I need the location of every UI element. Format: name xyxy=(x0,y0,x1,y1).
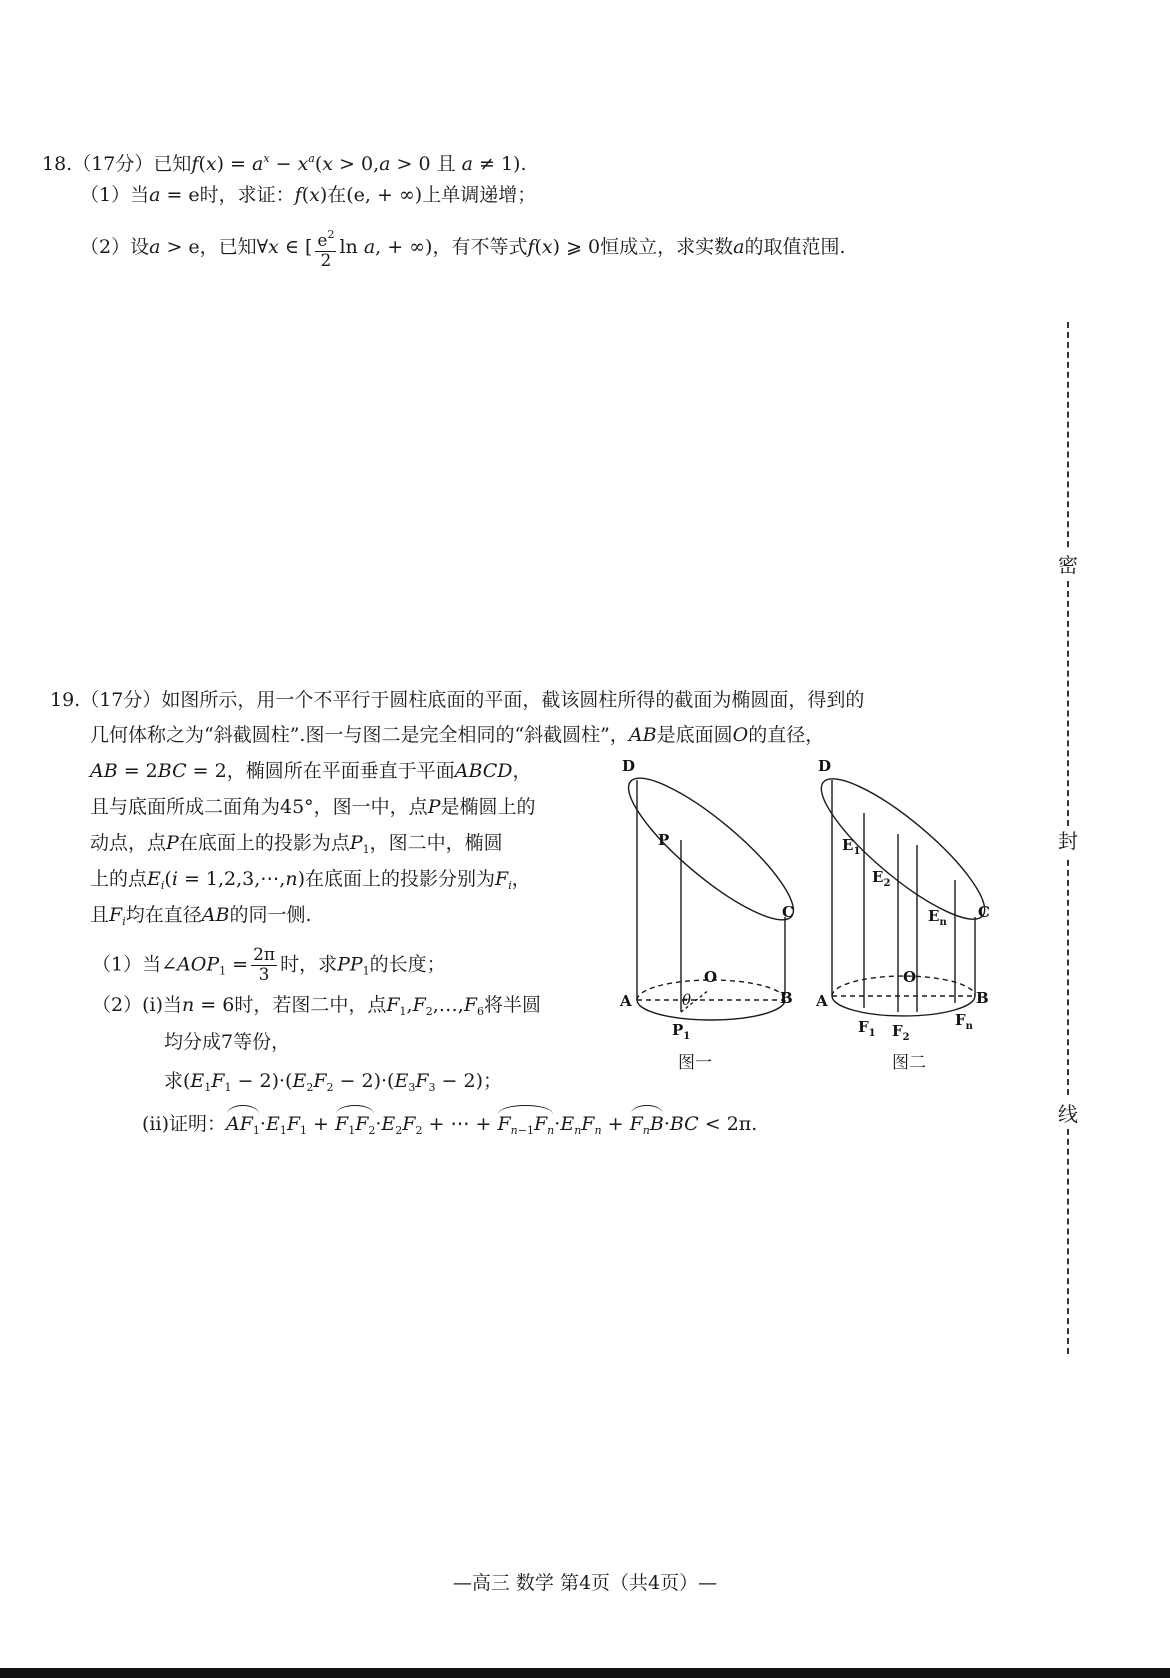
q19-line6: 上的点$E_i(i$ = 1,2,3,⋯,n)在底面上的投影分别为$F_i$， xyxy=(90,868,531,892)
fig2-label-a: A xyxy=(816,992,828,1010)
fig2-label-en-sub: n xyxy=(939,917,947,928)
fig1-caption: 图一 xyxy=(678,1053,712,1073)
q19-line4: 且与底面所成二面角为45°，图一中，点P是椭圆上的 xyxy=(90,796,536,818)
seal-char-feng: 封 xyxy=(1046,826,1090,856)
fig2-label-d: D xyxy=(818,757,832,775)
fig2-label-e1 xyxy=(842,836,860,857)
q19-score: （17分） xyxy=(80,689,162,711)
seal-char-xian: 线 xyxy=(1046,1099,1090,1129)
fig1-label-a: A xyxy=(620,992,632,1010)
fig1-label-o: O xyxy=(704,968,718,986)
fraction: $\frac{2\pi}{3}$ xyxy=(253,945,276,985)
fig1-label-b: B xyxy=(780,989,793,1007)
fig1-label-p1-main: P xyxy=(672,1021,684,1039)
fig2-caption: 图二 xyxy=(892,1053,926,1073)
q19-part2-i-b: 均分成7等份， xyxy=(164,1031,291,1053)
fig1-label-p: P xyxy=(658,831,670,849)
fig2-label-fn-sub: n xyxy=(965,1021,973,1032)
fig2-label-f1-sub: 1 xyxy=(868,1028,876,1039)
scan-bottom-edge xyxy=(0,1668,1170,1678)
q19-line2: 几何体称之为“斜截圆柱”.图一与图二是完全相同的“斜截圆柱”，AB是底面圆O的直径， xyxy=(90,724,825,746)
fig1-label-p1-sub: 1 xyxy=(683,1031,691,1042)
fig2-base-front xyxy=(832,996,975,1016)
q19-part2-i-c: 求$(E_1F_1 - 2)\cdot(E_2F_2 - 2)\cdot(E_3F_3 - 2)$； xyxy=(164,1070,503,1094)
q18-number: 18. xyxy=(42,153,73,175)
fig2-label-e1-sub: 1 xyxy=(853,846,861,857)
fig2-label-f2-sub: 2 xyxy=(902,1032,910,1043)
seal-char-mi: 密 xyxy=(1046,550,1090,580)
fig2-ellipse xyxy=(805,761,1000,938)
fig2-label-f2 xyxy=(892,1022,910,1043)
q19-part2-i-a: （2）(i)当n = 6时，若图二中，点$F_1,F_2,\dots,F_6$将半圆 xyxy=(92,994,542,1018)
page-footer: —高三 数学 第4页（共4页）— xyxy=(452,1572,718,1594)
q18-part2: （2）设a > e，已知∀x ∈ [ $\frac{e^2}{2}$ ln a, + ∞)，有不等式f(x) ⩾ 0恒成立，求实数a的取值范围. xyxy=(80,225,846,271)
fig2-label-fn-main: F xyxy=(955,1011,966,1029)
fig2-label-e1-main: E xyxy=(842,836,854,854)
q19-line5: 动点，点P在底面上的投影为点$P_1$，图二中，椭圆 xyxy=(90,832,503,856)
fig2-label-f2-main: F xyxy=(892,1022,903,1040)
fraction: $\frac{e^2}{2}$ xyxy=(315,225,336,271)
fig2-label-o: O xyxy=(903,968,917,986)
fig2-label-fn xyxy=(955,1011,974,1032)
fig1-label-theta: θ xyxy=(682,991,692,1009)
fig2-label-e2 xyxy=(872,868,890,889)
q19-number: 19. xyxy=(50,689,81,711)
q18-part1: （1）当a = e时，求证：f(x)在(e, + ∞)上单调递增； xyxy=(80,184,537,206)
fig2-label-en-main: E xyxy=(928,907,940,925)
fig2-label-e2-main: E xyxy=(872,868,884,886)
q19-part1: （1）当$\angle AOP_1$ = $\frac{2\pi}{3}$ 时，求$PP_1$的长度； xyxy=(92,945,446,985)
q19-line7: 且$F_i$均在直径AB的同一侧. xyxy=(90,904,312,928)
q19-part2-ii: (ii)证明：$AF_1\cdot E_1F_1 + F_1F_2\cdot E_2F_2$ + ⋯ + $F_{n-1}F_n\cdot E_nF_n + F_nB\cdot BC < 2\pi$. xyxy=(142,1107,757,1144)
fig2-label-e2-sub: 2 xyxy=(883,878,891,889)
fig2-label-f1 xyxy=(858,1018,876,1039)
q18-score: （17分） xyxy=(72,153,154,175)
fig1-label-c: C xyxy=(782,903,794,921)
fig2-label-c: C xyxy=(978,903,990,921)
q19-line1-text: 如图所示，用一个不平行于圆柱底面的平面，截该圆柱所得的截面为椭圆面，得到的 xyxy=(161,689,865,711)
fig1-label-d: D xyxy=(622,757,636,775)
fig2-label-f1-main: F xyxy=(858,1018,869,1036)
q18-stem: 18.（17分）已知$f(x) = a^x - x^a(x > 0,a > 0$ 且 a ≠ 1). xyxy=(42,152,527,175)
fig2-label-b: B xyxy=(976,989,989,1007)
q19-line3: AB = 2BC = 2，椭圆所在平面垂直于平面ABCD， xyxy=(90,760,532,782)
